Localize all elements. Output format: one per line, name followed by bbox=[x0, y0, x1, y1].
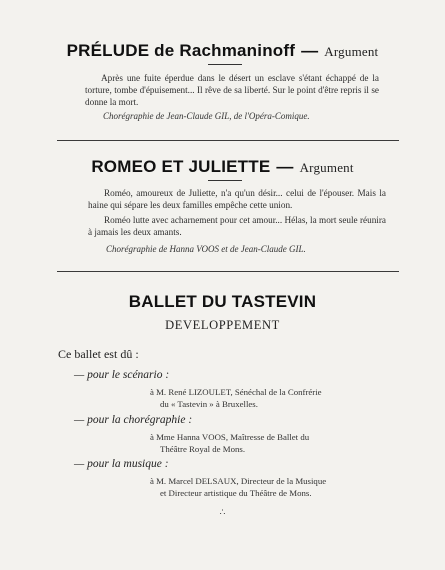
credit-text-choreography-line2: Théâtre Royal de Mons. bbox=[160, 444, 246, 454]
credit-role-scenario: — pour le scénario : bbox=[74, 369, 170, 381]
ballet-title: BALLET DU TASTEVIN bbox=[128, 292, 317, 311]
credit-text-music-line2: et Directeur artistique du Théâtre de Mons. bbox=[160, 488, 312, 498]
credit-text-choreography-line1: à Mme Hanna VOOS, Maîtresse de Ballet du bbox=[150, 432, 310, 442]
prelude-title: PRÉLUDE de Rachmaninoff bbox=[66, 41, 296, 60]
romeo-paragraph-2: Roméo lutte avec acharnement pour cet amour... Hélas, la mort seule réunira à jamais les deux amants. bbox=[88, 215, 386, 237]
romeo-underline bbox=[208, 180, 242, 181]
romeo-dash: — bbox=[276, 157, 294, 176]
section-divider-2 bbox=[57, 271, 399, 272]
credit-text-scenario bbox=[150, 386, 397, 410]
prelude-heading bbox=[0, 41, 445, 61]
ballet-subtitle: DEVELOPPEMENT bbox=[165, 318, 280, 332]
credit-text-choreography bbox=[150, 431, 397, 455]
prelude-dash: — bbox=[301, 41, 319, 60]
credit-role-music: — pour la musique : bbox=[74, 458, 169, 470]
romeo-heading bbox=[0, 157, 445, 177]
credit-text-scenario-line1: à M. René LIZOULET, Sénéchal de la Confrérie bbox=[150, 387, 322, 397]
credit-text-music-line1: à M. Marcel DELSAUX, Directeur de la Musique bbox=[150, 476, 327, 486]
prelude-underline bbox=[208, 64, 242, 65]
credit-role-choreography: — pour la chorégraphie : bbox=[74, 414, 193, 426]
section-divider-1 bbox=[57, 140, 399, 141]
prelude-credit: Chorégraphie de Jean-Claude GIL, de l'Opéra-Comique. bbox=[103, 111, 310, 121]
ballet-intro: Ce ballet est dû : bbox=[58, 347, 139, 361]
romeo-paragraph-1: Roméo, amoureux de Juliette, n'a qu'un désir... celui de l'épouser. Mais la haine qui sépare les deux familles empêche cette union. bbox=[88, 188, 386, 210]
prelude-paragraph: Après une fuite éperdue dans le désert un esclave s'étant échappé de la torture, tombe d'épuisement... Il rêve de sa liberté. Sur le point d'être repris il se donne la mort. bbox=[85, 73, 379, 107]
ornament-icon: ∴ bbox=[219, 507, 226, 517]
romeo-title: ROMEO ET JULIETTE bbox=[91, 157, 271, 176]
credit-text-music bbox=[150, 475, 397, 499]
credit-text-scenario-line2: du « Tastevin » à Bruxelles. bbox=[160, 399, 258, 409]
prelude-argument-label: Argument bbox=[324, 44, 379, 59]
romeo-credit: Chorégraphie de Hanna VOOS et de Jean-Claude GIL. bbox=[106, 244, 306, 254]
romeo-argument-label: Argument bbox=[299, 160, 354, 175]
